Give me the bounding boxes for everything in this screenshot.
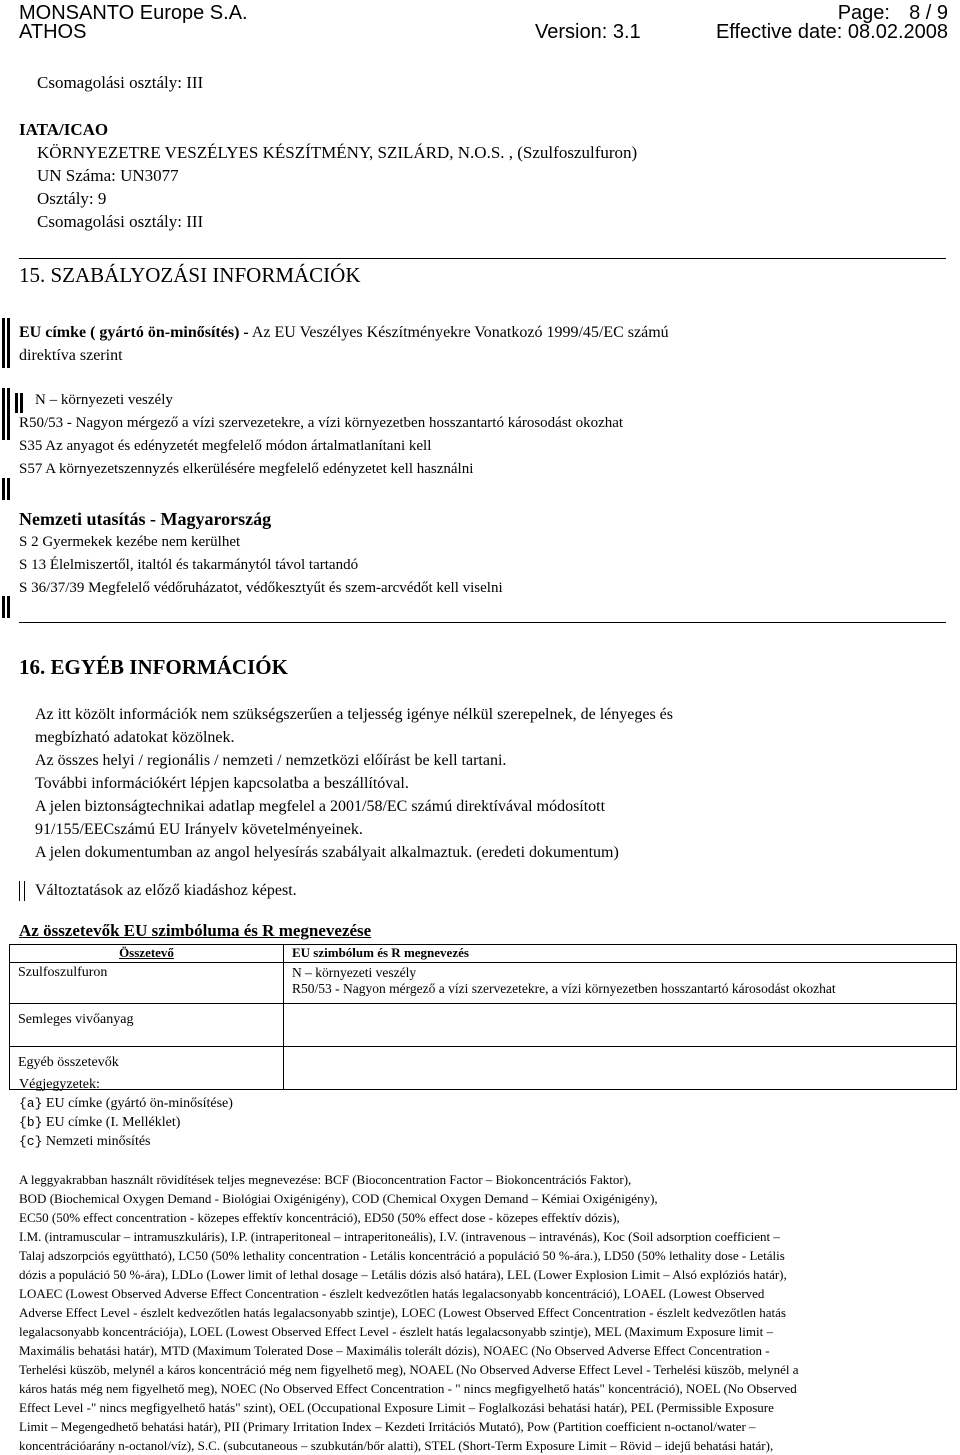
change-bar [7, 388, 10, 440]
hazard-line: N – környezeti veszély [35, 392, 173, 408]
abbrev-line: I.M. (intramuscular – intramuszkuláris), I.P. (intraperitoneal – intraperitoneális), I.V. (intravenous – intravénás), Koc (Soil adsorption coefficient – [19, 1229, 780, 1244]
national-title: Nemzeti utasítás - Magyarország [19, 509, 272, 529]
iata-line: Osztály: 9 [37, 189, 107, 208]
section16-text [35, 704, 673, 865]
hazard-line: R50/53 - Nagyon mérgező a vízi szervezetekre, a vízi környezetben hosszantartó károsodást okozhat [19, 415, 624, 431]
abbrev-line: Talaj adszorpciós együttható), LC50 (50% lethality concentration - Letális koncentráció a populáció 50 %-ára.), LD50 (50% lethality dose - Letális [19, 1248, 785, 1263]
abbrev-line: BOD (Biochemical Oxygen Demand - Biológiai Oxigénigény), COD (Chemical Oxygen Demand – Kémiai Oxigénigény), [19, 1191, 658, 1206]
iata-title: IATA/ICAO [19, 120, 109, 139]
change-marker [24, 881, 25, 901]
iata-details [37, 142, 637, 234]
change-bar [2, 478, 5, 500]
eu-label-title: EU címke ( gyártó ön-minősítés) - [19, 324, 249, 341]
change-bar [2, 318, 5, 368]
national-line: S 2 Gyermekek kezébe nem kerülhet [19, 534, 241, 550]
eu-label-line2: direktíva szerint [19, 347, 123, 364]
abbreviations [19, 1170, 949, 1455]
abbrev-line: dózis a populáció 50 %-ára), LDLo (Lower limit of lethal dosage – Letális dózis alsó határa), LEL (Lower Explosion Limit – Alsó explóziós határ), [19, 1267, 787, 1282]
endnote-text: Nemzeti minősítés [45, 1134, 151, 1149]
national-block [19, 532, 503, 601]
section-divider [19, 622, 946, 623]
change-bar [2, 596, 5, 618]
abbrev-line: Adverse Effect Level - észlelt kedvezőtlen hatás legalacsonyabb szintje), LOEC (Lowest Observed Effect Concentration - észlelt kedvezőtlen hatás [19, 1305, 786, 1320]
table-row [10, 1004, 957, 1047]
endnote-key: {b} [19, 1115, 43, 1130]
table-row [10, 1047, 957, 1090]
table-header-row [10, 945, 957, 963]
national-line: S 13 Élelmiszertől, italtól és takarmánytól távol tartandó [19, 557, 359, 573]
abbrev-line: Terhelési küszöb, melynél a káros koncentráció még nem figyelhető meg), NOAEL (No Observed Adverse Effect Level - Terhelési küszöb, melynél a [19, 1362, 799, 1377]
iata-line: Csomagolási osztály: III [37, 212, 204, 231]
version-label: Version: [535, 21, 608, 43]
table-row [10, 963, 957, 1004]
effective-label: Effective date: [715, 21, 843, 43]
abbrev-line: A leggyakrabban használt rövidítések teljes megnevezése: BCF (Bioconcentration Factor – Biokoncentrációs Faktor), [19, 1172, 632, 1187]
endnotes-title: Végjegyzetek: [19, 1077, 100, 1092]
endnote-key: {a} [19, 1096, 43, 1111]
hazard-block [19, 390, 623, 482]
change-bar [7, 478, 10, 500]
info-line: Az összes helyi / regionális / nemzeti / nemzetközi előírást be kell tartani. [35, 752, 507, 769]
changes-note: Változtatások az előző kiadáshoz képest. [35, 882, 297, 899]
section16-title: 16. EGYÉB INFORMÁCIÓK [19, 655, 288, 679]
info-line: A jelen biztonságtechnikai adatlap megfelel a 2001/58/EC számú direktívával módosított [35, 798, 606, 815]
info-line: További információkért lépjen kapcsolatba a beszállítóval. [35, 775, 409, 792]
change-bar [7, 318, 10, 368]
hazard-line: S35 Az anyagot és edényzetét megfelelő módon ártalmatlanítani kell [19, 438, 432, 454]
component-name: Semleges vivőanyag [18, 1012, 134, 1027]
info-line: A jelen dokumentumban az angol helyesírás szabályait alkalmaztuk. (eredeti dokumentum) [35, 844, 619, 861]
change-bar [15, 393, 18, 413]
info-line: 91/155/EECszámú EU Irányelv követelményeinek. [35, 821, 363, 838]
col-header-component: Összetevő [119, 945, 174, 960]
iata-line: KÖRNYEZETRE VESZÉLYES KÉSZÍTMÉNY, SZILÁRD, N.O.S. , (Szulfoszulfuron) [37, 143, 638, 162]
page-value: 8 / 9 [909, 2, 948, 24]
info-line: Az itt közölt információk nem szükségszerűen a teljesség igénye nélkül szerepelnek, de lényeges és [35, 706, 673, 723]
components-title: Az összetevők EU szimbóluma és R megnevezése [19, 921, 372, 940]
national-line: S 36/37/39 Megfelelő védőruházatot, védőkesztyűt és szem-arcvédőt kell viselni [19, 580, 503, 596]
section15-title: 15. SZABÁLYOZÁSI INFORMÁCIÓK [19, 263, 361, 287]
company-name: MONSANTO Europe S.A. [19, 2, 248, 24]
component-rphrase: R50/53 - Nagyon mérgező a vízi szervezetekre, a vízi környezetben hosszantartó károsodást okozhat [292, 981, 836, 996]
endnote-key: {c} [19, 1134, 43, 1149]
product-name: ATHOS [19, 21, 87, 43]
eu-label-text: Az EU Veszélyes Készítményekre Vonatkozó 1999/45/EC számú [248, 324, 669, 341]
eu-label-block [19, 322, 669, 368]
packing-group: Csomagolási osztály: III [37, 73, 204, 92]
version-value: 3.1 [612, 21, 641, 43]
endnotes-list [19, 1095, 233, 1152]
component-symbol: N – környezeti veszély [292, 965, 417, 980]
component-name: Szulfoszulfuron [18, 965, 108, 980]
abbrev-line: káros hatás még nem figyelhető meg), NOEC (No Observed Effect Concentration - " nincs megfigyelhető hatás" koncentráció), NOEL (No Observed [19, 1381, 797, 1396]
component-name: Egyéb összetevők [18, 1055, 119, 1070]
iata-line: UN Száma: UN3077 [37, 166, 179, 185]
hazard-line: S57 A környezetszennyzés elkerülésére megfelelő edényzetet kell használni [19, 461, 474, 477]
info-line: megbízható adatokat közölnek. [35, 729, 235, 746]
change-bar [7, 596, 10, 618]
abbrev-line: koncentrációarány n-octanol/víz), S.C. (subcutaneous – szubkután/bőr alatti), STEL (Short-Term Exposure Limit – Rövid – idejű behatási határ), [19, 1438, 774, 1453]
effective-date [716, 21, 948, 43]
abbrev-line: Effect Level -" nincs megfigyelhető hatás" szint), OEL (Occupational Exposure Limit – Foglalkozási behatási határ), PEL (Permissible Exposure [19, 1400, 774, 1415]
endnote-text: EU címke (I. Melléklet) [45, 1115, 181, 1130]
abbrev-line: LOAEC (Lowest Observed Adverse Effect Concentration - észlelt kedvezőtlen hatás legalacsonyabb koncentráció), LOAEL (Lowest Observed [19, 1286, 765, 1301]
abbrev-line: EC50 (50% effect concentration - közepes effektív koncentráció), ED50 (50% effect dose - közepes effektív dózis), [19, 1210, 620, 1225]
change-marker [19, 881, 20, 901]
page-label: Page: [837, 2, 890, 24]
components-table [9, 944, 957, 1090]
change-bar [2, 388, 5, 440]
abbrev-line: legalacsonyabb koncentrációja), LOEL (Lowest Observed Effect Level - észlelt hatás legalacsonyabb szintje), MEL (Maximum Exposure limit – [19, 1324, 773, 1339]
version-info [535, 21, 641, 43]
section-divider [19, 258, 946, 259]
endnote-text: EU címke (gyártó ön-minősítése) [45, 1096, 233, 1111]
effective-value: 08.02.2008 [847, 21, 948, 43]
col-header-symbol: EU szimbólum és R megnevezés [292, 945, 469, 960]
abbrev-line: Maximális behatási határ), MTD (Maximum Tolerated Dose – Maximális tolerált dózis), NOAEC (No Observed Adverse Effect Concentration - [19, 1343, 770, 1358]
abbrev-line: Limit – Megengedhető behatási határ), PII (Primary Irritation Index – Kezdeti Irritációs Mutató), Pow (Partition coefficient n-octanol/water – [19, 1419, 756, 1434]
